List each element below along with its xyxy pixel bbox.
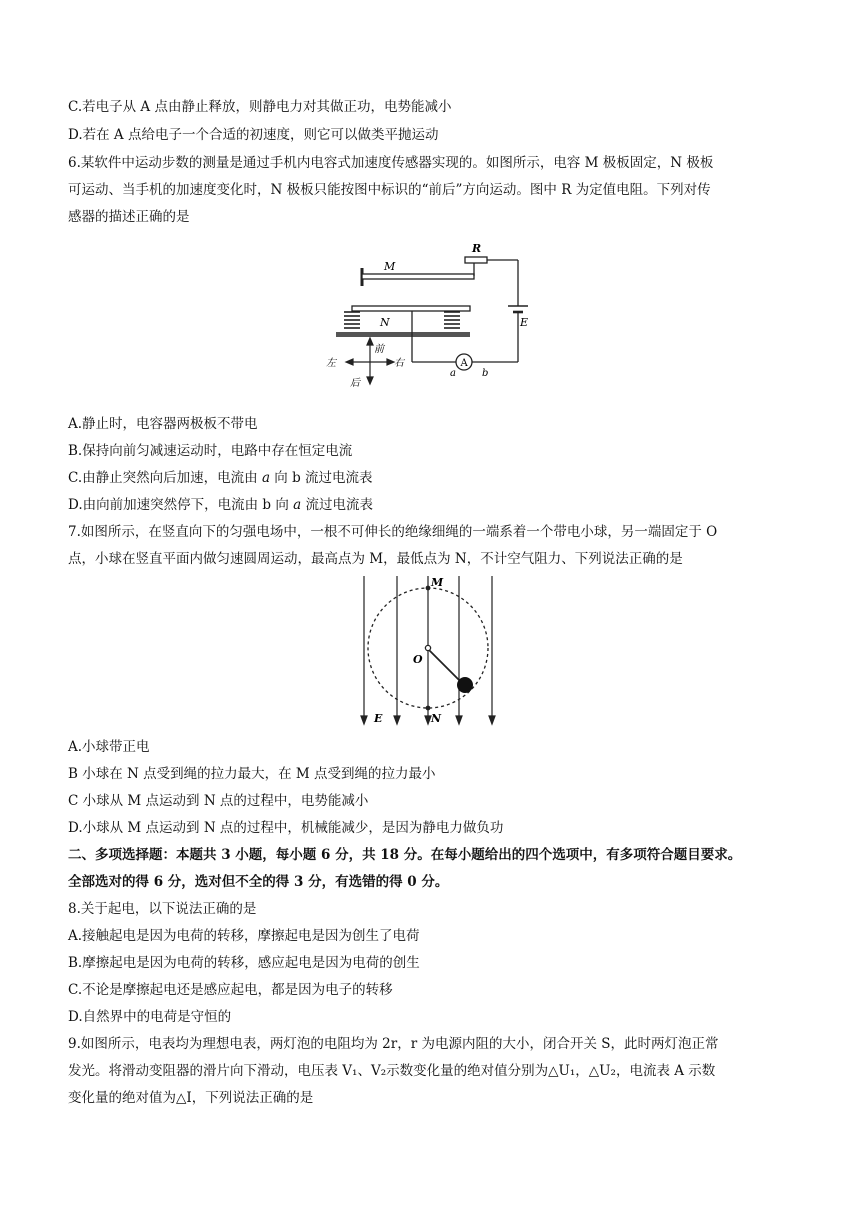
q6-label-b: b: [482, 368, 489, 379]
q6-option-b: B.保持向前匀减速运动时，电路中存在恒定电流: [68, 443, 353, 459]
q6-stem-line-2: 可运动、当手机的加速度变化时，N 极板只能按图中标识的“前后”方向运动。图中 R 为定值电阻。下列对传: [68, 182, 711, 198]
q9-stem-line-1: 9.如图所示，电表均为理想电表，两灯泡的电阻均为 2r，r 为电源内阻的大小，闭合开关 S，此时两灯泡正常: [68, 1036, 719, 1052]
q6-option-c-italic: a: [261, 470, 270, 486]
q6-option-d-part-1: D.由向前加速突然停下，电流由 b 向: [68, 497, 294, 513]
q6-sensor-circuit-diagram: [320, 238, 530, 398]
q6-label-back: 后: [350, 378, 360, 389]
q6-label-left: 左: [326, 358, 336, 369]
q7-label-n: N: [431, 712, 442, 725]
q6-option-c-part-2: 向 b 流过电流表: [270, 470, 373, 486]
q7-stem-line-1: 7.如图所示，在竖直向下的匀强电场中，一根不可伸长的绝缘细绳的一端系着一个带电小球，另一端固定于 O: [68, 524, 718, 540]
q8-option-d: D.自然界中的电荷是守恒的: [68, 1009, 232, 1025]
q7-option-b: B 小球在 N 点受到绳的拉力最大，在 M 点受到绳的拉力最小: [68, 766, 436, 782]
q6-option-d-part-2: 流过电流表: [301, 497, 374, 513]
q6-label-n: N: [380, 316, 390, 329]
q6-label-a: a: [450, 368, 456, 379]
section-2-heading-line-1: 二、多项选择题：本题共 3 小题，每小题 6 分，共 18 分。在每小题给出的四个选项中，有多项符合题目要求。: [68, 847, 742, 863]
q6-label-r: R: [472, 242, 482, 255]
q8-option-c: C.不论是摩擦起电还是感应起电，都是因为电子的转移: [68, 982, 393, 998]
q7-stem-line-2: 点，小球在竖直平面内做匀速圆周运动，最高点为 M，最低点为 N，不计空气阻力、下列说法正确的是: [68, 551, 683, 567]
q6-label-ammeter: A: [460, 358, 468, 369]
q7-option-c: C 小球从 M 点运动到 N 点的过程中，电势能减小: [68, 793, 369, 809]
q8-stem: 8.关于起电，以下说法正确的是: [68, 901, 257, 917]
q7-label-e: E: [374, 712, 383, 725]
q6-stem-line-1: 6.某软件中运动步数的测量是通过手机内电容式加速度传感器实现的。如图所示，电容 M 极板固定，N 极板: [68, 155, 714, 171]
q5-option-c: C.若电子从 A 点由静止释放，则静电力对其做正功，电势能减小: [68, 99, 452, 115]
q6-label-m: M: [384, 260, 396, 273]
q6-label-right: 右: [394, 358, 404, 369]
section-2-heading-line-2: 全部选对的得 6 分，选对但不全的得 3 分，有选错的得 0 分。: [68, 874, 449, 890]
q7-circular-motion-field-diagram: [356, 572, 500, 728]
q6-label-front: 前: [374, 344, 384, 355]
q6-left-spring: [344, 312, 360, 328]
q9-stem-line-3: 变化量的绝对值为△I，下列说法正确的是: [68, 1090, 314, 1106]
q6-option-d-italic: a: [293, 497, 302, 513]
q7-option-d: D.小球从 M 点运动到 N 点的过程中，机械能减少，是因为静电力做负功: [68, 820, 504, 836]
q8-option-a: A.接触起电是因为电荷的转移，摩擦起电是因为创生了电荷: [68, 928, 420, 944]
q7-label-o: O: [413, 653, 423, 666]
q6-label-e: E: [520, 316, 529, 329]
q6-option-a: A.静止时，电容器两极板不带电: [68, 416, 258, 432]
q5-option-d: D.若在 A 点给电子一个合适的初速度，则它可以做类平抛运动: [68, 127, 439, 143]
q6-option-c: [68, 468, 798, 488]
q7-label-m: M: [431, 576, 444, 589]
q6-stem-line-3: 感器的描述正确的是: [68, 209, 190, 225]
q6-option-d: [68, 495, 798, 515]
q8-option-b: B.摩擦起电是因为电荷的转移，感应起电是因为电荷的创生: [68, 955, 420, 971]
q6-option-c-part-1: C.由静止突然向后加速，电流由: [68, 470, 262, 486]
q6-right-spring: [444, 312, 460, 328]
q7-charged-ball: [457, 677, 473, 693]
q7-option-a: A.小球带正电: [68, 739, 150, 755]
q9-stem-line-2: 发光。将滑动变阻器的滑片向下滑动，电压表 V₁、V₂示数变化量的绝对值分别为△U₁，△U₂，电流表 A 示数: [68, 1063, 716, 1079]
